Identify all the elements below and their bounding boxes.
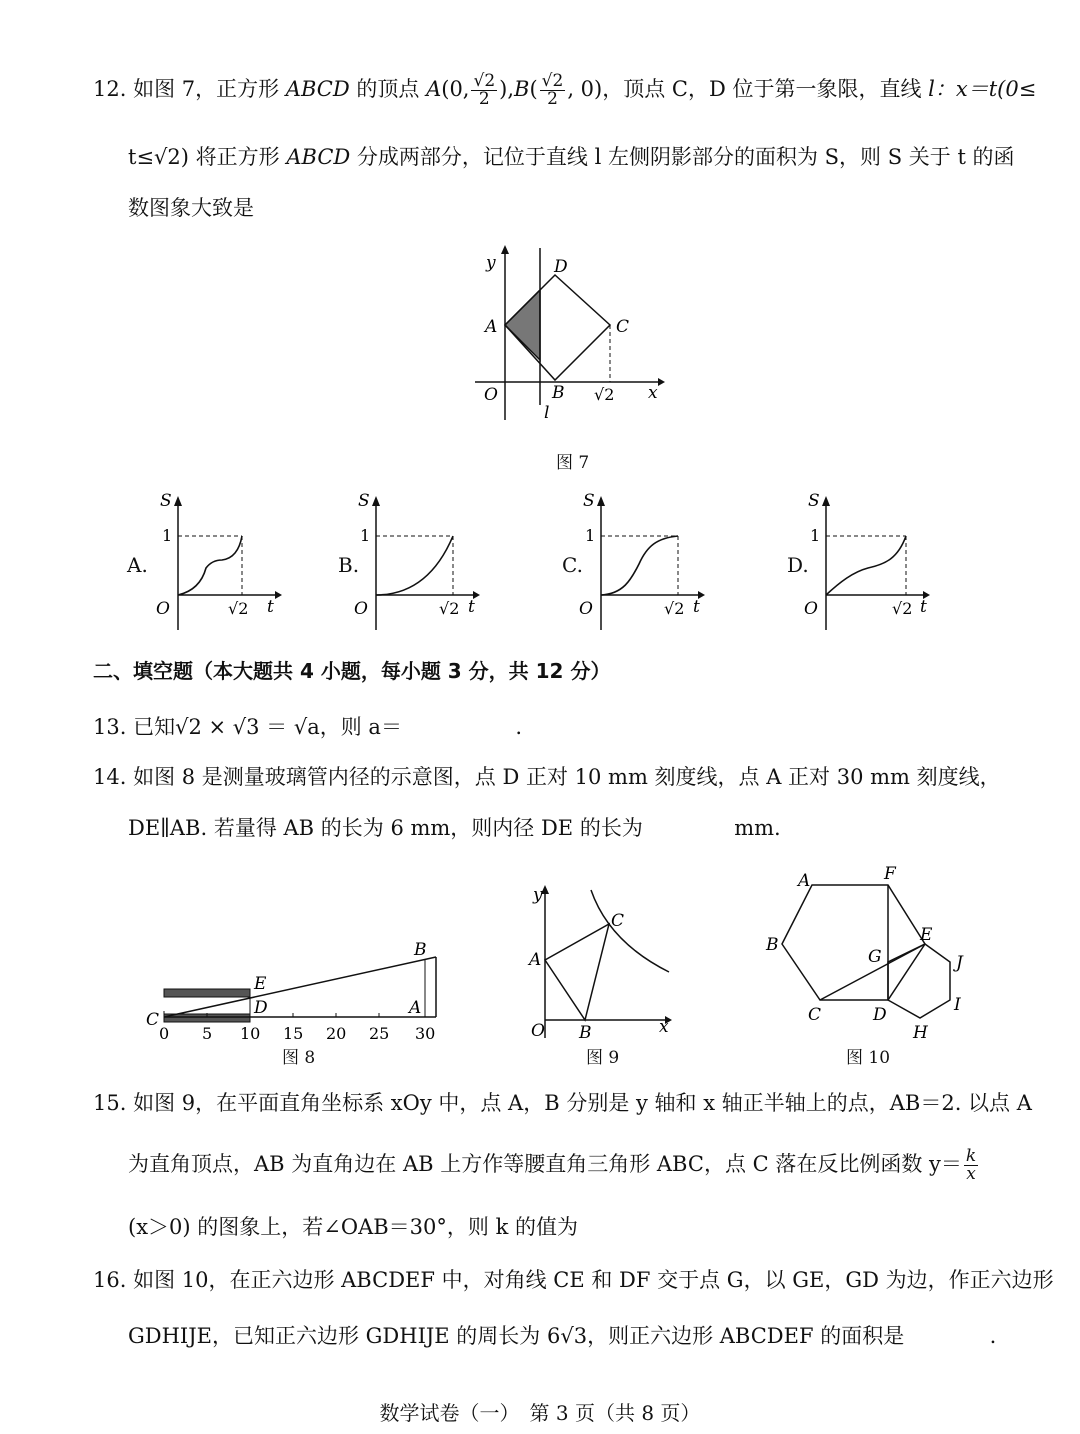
fig8-e: E bbox=[254, 974, 267, 994]
t-label: t bbox=[267, 597, 274, 617]
s-label: S bbox=[808, 491, 820, 511]
s-label: S bbox=[583, 491, 595, 511]
curve-c bbox=[601, 536, 678, 595]
line-l-def: l：x＝t(0≤ bbox=[928, 77, 1037, 101]
fig9-b: B bbox=[579, 1023, 592, 1042]
fig10-b: B bbox=[766, 935, 779, 955]
o-label: O bbox=[804, 599, 818, 619]
square-name: ABCD bbox=[285, 77, 350, 101]
one-label: 1 bbox=[360, 526, 371, 545]
q13-end: . bbox=[515, 715, 523, 739]
curve-d bbox=[826, 536, 906, 595]
o-label: O bbox=[579, 599, 593, 619]
tick-label-0: 0 bbox=[159, 1024, 170, 1043]
q15-line2 bbox=[128, 1148, 980, 1183]
tick-label-30: 30 bbox=[415, 1024, 436, 1043]
point-a-label: A bbox=[426, 77, 442, 101]
fig10-a: A bbox=[798, 871, 811, 891]
k-over-x-fraction bbox=[964, 1148, 978, 1183]
figure-9 bbox=[525, 880, 675, 1042]
q12-text-b: 的顶点 bbox=[349, 77, 427, 101]
option-c-graph bbox=[573, 490, 708, 635]
t-label: t bbox=[920, 597, 927, 617]
fraction-root2-over-2 bbox=[471, 73, 497, 108]
fig7-o: O bbox=[484, 385, 498, 405]
figure-7 bbox=[470, 240, 670, 425]
t-label: t bbox=[693, 597, 700, 617]
q15-line1: 15. 如图 9，在平面直角坐标系 xOy 中，点 A，B 分别是 y 轴和 x 轴正半轴上的点，AB＝2. 以点 A bbox=[93, 1091, 1032, 1115]
fig7-c: C bbox=[616, 317, 630, 337]
q13 bbox=[93, 712, 522, 742]
fig10-e: E bbox=[920, 925, 933, 945]
q12-line3: 数图象大致是 bbox=[128, 196, 254, 220]
hexagon-gdhije bbox=[888, 944, 950, 1018]
s-arrow-icon bbox=[822, 496, 830, 506]
option-c-label: C. bbox=[562, 553, 583, 577]
tick-label-15: 15 bbox=[283, 1024, 304, 1043]
q12-line2-a: t≤√2) 将正方形 bbox=[128, 145, 287, 169]
option-d-label: D. bbox=[787, 553, 809, 577]
point-b-label: B bbox=[514, 77, 530, 101]
fig9-x: x bbox=[659, 1017, 669, 1037]
s-arrow-icon bbox=[597, 496, 605, 506]
fig9-caption: 图 9 bbox=[586, 1048, 620, 1068]
q16-line2 bbox=[128, 1321, 996, 1351]
shaded-region bbox=[505, 290, 540, 360]
t-arrow-icon bbox=[275, 591, 282, 599]
root2-label: √2 bbox=[664, 599, 685, 618]
coord-zero: 0, bbox=[449, 77, 470, 101]
fig8-b: B bbox=[414, 940, 427, 960]
q12-line2 bbox=[128, 142, 1015, 172]
q16-text: GDHIJE，已知正六边形 GDHIJE 的周长为 6√3，则正六边形 ABCDEF 的面积是 bbox=[128, 1324, 905, 1348]
fig8-d: D bbox=[254, 998, 268, 1018]
curve-b bbox=[376, 536, 453, 595]
fraction-root2-over-2-b bbox=[540, 73, 566, 108]
q14-line2 bbox=[128, 813, 781, 843]
option-d-graph bbox=[798, 490, 933, 635]
frac-den: 2 bbox=[478, 89, 490, 109]
q14-line1: 14. 如图 8 是测量玻璃管内径的示意图，点 D 正对 10 mm 刻度线，点 A 正对 30 mm 刻度线， bbox=[93, 765, 1001, 789]
fig7-x: x bbox=[648, 383, 658, 403]
frac-num: √2 bbox=[473, 71, 496, 91]
fig7-d: D bbox=[554, 257, 568, 277]
one-label: 1 bbox=[162, 526, 173, 545]
fig10-c: C bbox=[808, 1005, 822, 1025]
q14-text: DE∥AB. 若量得 AB 的长为 6 mm，则内径 DE 的长为 bbox=[128, 816, 643, 840]
frac-k: k bbox=[965, 1146, 977, 1166]
q12-line1: 12. 如图 7，正方形 ABCD 的顶点 A(0, $\frac{√2}{2}$ ),B( $\frac{√2}{2}$ , 0)，顶点 C，D 位于第一象限，直线 l：x＝t(0≤ bbox=[93, 71, 1037, 109]
page-footer: 数学试卷（一） 第 3 页（共 8 页） bbox=[379, 1401, 701, 1425]
fig8-a: A bbox=[409, 998, 422, 1018]
q12-text-c: ，顶点 C，D 位于第一象限，直线 bbox=[602, 77, 929, 101]
fig8-c: C bbox=[146, 1010, 160, 1030]
square-name-2: ABCD bbox=[286, 145, 351, 169]
s-arrow-icon bbox=[174, 496, 182, 506]
y-arrow-icon bbox=[501, 245, 509, 254]
t-label: t bbox=[468, 597, 475, 617]
x-arrow-icon bbox=[658, 378, 665, 386]
figure-10 bbox=[760, 862, 980, 1042]
fig9-y: y bbox=[533, 885, 543, 905]
wedge-line bbox=[164, 957, 436, 1017]
figure-8 bbox=[138, 935, 448, 1047]
q13-text: 13. 已知√2 × √3 ＝ √a，则 a＝ bbox=[93, 715, 402, 739]
fig7-y: y bbox=[486, 253, 496, 273]
fig10-h: H bbox=[913, 1023, 928, 1042]
option-a-graph bbox=[150, 490, 285, 635]
hyperbola-curve bbox=[591, 890, 669, 972]
section-2-heading: 二、填空题（本大题共 4 小题，每小题 3 分，共 12 分） bbox=[93, 659, 611, 683]
frac-num-b: √2 bbox=[541, 71, 564, 91]
root2-label: √2 bbox=[892, 599, 913, 618]
frac-den-b: 2 bbox=[547, 89, 558, 109]
fig10-j: J bbox=[956, 953, 963, 973]
option-b-label: B. bbox=[338, 553, 360, 577]
s-label: S bbox=[358, 491, 370, 511]
fig10-i: I bbox=[954, 995, 961, 1015]
curve-a bbox=[178, 536, 242, 595]
tick-label-20: 20 bbox=[326, 1024, 347, 1043]
option-b-graph bbox=[348, 490, 483, 635]
fig7-root2: √2 bbox=[594, 385, 615, 404]
fig7-a: A bbox=[485, 317, 498, 337]
q14-unit: mm. bbox=[734, 816, 781, 840]
q15-text: 为直角顶点，AB 为直角边在 AB 上方作等腰直角三角形 ABC，点 C 落在反比例函数 y＝ bbox=[128, 1152, 962, 1176]
root2-label: √2 bbox=[439, 599, 460, 618]
fig9-a: A bbox=[529, 950, 542, 970]
fig7-b: B bbox=[552, 383, 565, 403]
s-label: S bbox=[160, 491, 172, 511]
fig10-caption: 图 10 bbox=[846, 1048, 891, 1068]
root2-label: √2 bbox=[228, 599, 249, 618]
glass-tube-top bbox=[164, 989, 250, 997]
q16-line1: 16. 如图 10，在正六边形 ABCDEF 中，对角线 CE 和 DF 交于点 G，以 GE，GD 为边，作正六边形 bbox=[93, 1268, 1054, 1292]
q16-end: . bbox=[989, 1324, 997, 1348]
fig8-caption: 图 8 bbox=[282, 1048, 316, 1068]
fig9-c: C bbox=[611, 911, 625, 931]
triangle-abc bbox=[545, 924, 609, 1020]
fig10-f: F bbox=[884, 864, 896, 884]
o-label: O bbox=[354, 599, 368, 619]
q15-line3: (x＞0) 的图象上，若∠OAB＝30°，则 k 的值为 bbox=[128, 1215, 578, 1239]
q12-line2-b: 分成两部分，记位于直线 l 左侧阴影部分的面积为 S，则 S 关于 t 的函 bbox=[350, 145, 1015, 169]
one-label: 1 bbox=[585, 526, 596, 545]
fig10-g: G bbox=[868, 947, 882, 967]
coord-zero-b: , 0 bbox=[567, 77, 595, 101]
tick-label-25: 25 bbox=[369, 1024, 390, 1043]
s-arrow-icon bbox=[372, 496, 380, 506]
tick-label-5: 5 bbox=[202, 1024, 213, 1043]
q12-text-a: 12. 如图 7，正方形 bbox=[93, 77, 286, 101]
fig10-d: D bbox=[873, 1005, 887, 1025]
one-label: 1 bbox=[810, 526, 821, 545]
frac-x: x bbox=[966, 1164, 976, 1184]
fig9-o: O bbox=[531, 1021, 545, 1041]
option-a-label: A. bbox=[127, 553, 148, 577]
fig7-l: l bbox=[544, 403, 550, 423]
tick-label-10: 10 bbox=[240, 1024, 261, 1043]
fig7-caption: 图 7 bbox=[556, 453, 590, 473]
o-label: O bbox=[156, 599, 170, 619]
